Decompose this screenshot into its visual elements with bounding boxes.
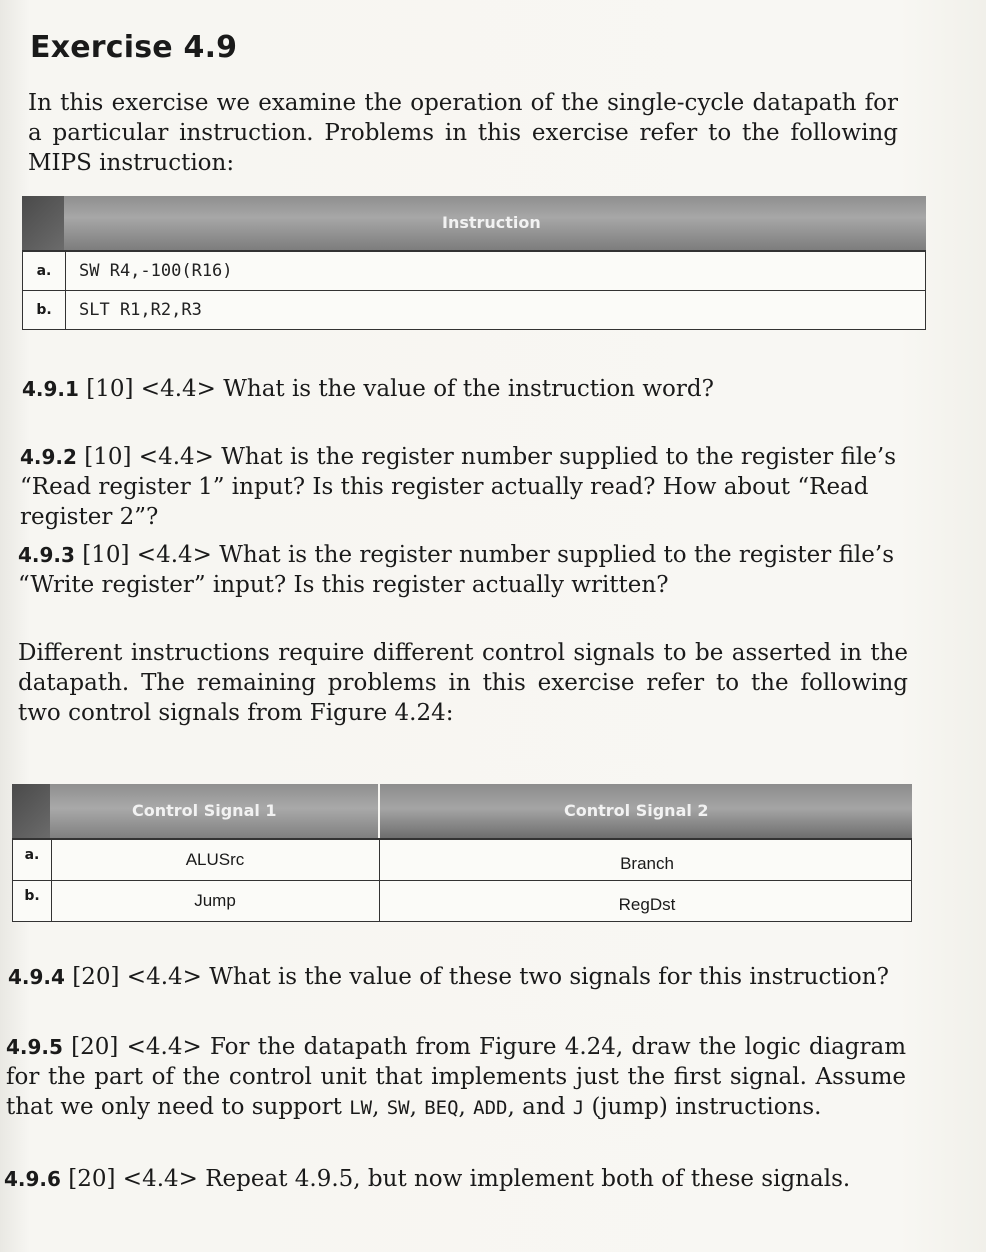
instruction-table (22, 196, 926, 330)
question-points: [10] (84, 444, 132, 470)
question-4-9-6 (4, 1164, 904, 1194)
instr-beq: BEQ (424, 1097, 459, 1119)
question-4-9-1 (22, 374, 902, 404)
question-section: <4.4> (122, 1166, 198, 1192)
question-text: What is the value of the instruction word? (223, 376, 714, 402)
question-number: 4.9.2 (20, 445, 77, 469)
conjunction: and (522, 1094, 566, 1120)
instr-j: J (572, 1097, 585, 1119)
row-label: b. (23, 291, 66, 329)
control-signal-2-header (380, 784, 912, 838)
question-text: For the datapath from Figure 4.24, draw the logic diagram for the part of the control unit that implements just the first signal. Assume that we only need to support (6, 1034, 907, 1120)
table-row (12, 840, 912, 881)
question-text: What is the register number supplied to the register file’s “Write register” input? Is this register actually written? (18, 542, 894, 598)
control-signal-1-label: Control Signal 1 (132, 801, 277, 820)
exercise-title: Exercise 4.9 (30, 30, 238, 65)
table-row (22, 252, 926, 291)
instruction-header-label: Instruction (442, 213, 541, 232)
instr-add: ADD (473, 1097, 508, 1119)
control-signal-table (12, 784, 912, 922)
question-4-9-2 (20, 442, 920, 532)
instruction-cell: SLT R1,R2,R3 (79, 300, 202, 320)
question-points: [20] (72, 964, 120, 990)
question-text-end: (jump) instructions. (591, 1094, 822, 1120)
question-section: <4.4> (126, 1034, 202, 1060)
instr-sw: SW (386, 1097, 410, 1119)
control-signals-paragraph: Different instructions require different control signals to be asserted in the datapath. The remaining problems in this exercise refer to the following two control signals from Figure 4.24: (18, 640, 908, 726)
question-number: 4.9.4 (8, 965, 65, 989)
question-points: [20] (68, 1166, 116, 1192)
intro-paragraph: In this exercise we examine the operation of the single-cycle datapath for a particular instruction. Problems in this exercise refer to the following MIPS instruction: (28, 90, 898, 176)
signal-1-cell: ALUSrc (51, 840, 380, 880)
question-section: <4.4> (140, 376, 216, 402)
table-row (22, 291, 926, 330)
question-number: 4.9.6 (4, 1167, 61, 1191)
instr-lw: LW (349, 1097, 373, 1119)
question-number: 4.9.1 (22, 377, 79, 401)
question-points: [20] (71, 1034, 119, 1060)
question-number: 4.9.5 (6, 1035, 63, 1059)
question-4-9-5: 4.9.5 [20] <4.4> For the datapath from Figure 4.24, draw the logic diagram for the part of the control unit that implements just the first signal. Assume that we only need to support LW, SW, BEQ, ADD, and J (jump) instructions. (6, 1034, 907, 1120)
question-points: [10] (86, 376, 134, 402)
instruction-cell: SW R4,-100(R16) (79, 261, 233, 281)
question-text: What is the value of these two signals for this instruction? (209, 964, 889, 990)
question-section: <4.4> (138, 444, 214, 470)
header-corner (12, 784, 50, 838)
control-signal-1-header (50, 784, 380, 838)
row-label: a. (13, 840, 52, 880)
row-label: b. (13, 881, 52, 921)
header-corner (22, 196, 64, 250)
signal-1-cell: Jump (51, 881, 380, 921)
question-section: <4.4> (126, 964, 202, 990)
question-4-9-3 (18, 540, 918, 600)
signal-2-cell: RegDst (618, 895, 676, 914)
instruction-table-header (22, 196, 926, 252)
question-number: 4.9.3 (18, 543, 75, 567)
row-label: a. (23, 252, 66, 290)
control-signal-table-header (12, 784, 912, 840)
table-row (12, 881, 912, 922)
question-section: <4.4> (136, 542, 212, 568)
control-signal-2-label: Control Signal 2 (564, 801, 709, 820)
question-text: Repeat 4.9.5, but now implement both of these signals. (205, 1166, 851, 1192)
question-text: What is the register number supplied to the register file’s “Read register 1” input? Is this register actually read? How about “Read register 2”? (20, 444, 896, 530)
signal-2-cell: Branch (620, 854, 674, 873)
question-4-9-4 (8, 962, 908, 992)
question-points: [10] (82, 542, 130, 568)
